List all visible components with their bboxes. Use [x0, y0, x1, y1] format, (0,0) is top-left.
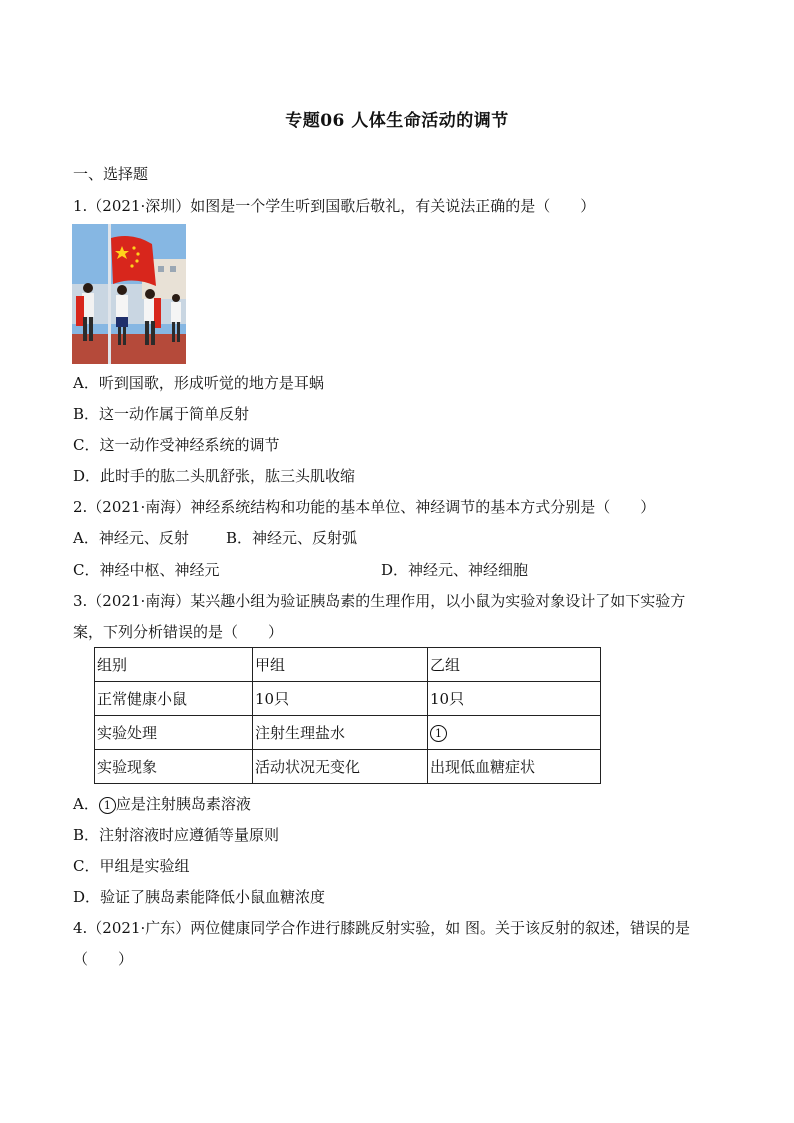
question-4-stem-line1: 4.（2021·广东）两位健康同学合作进行膝跳反射实验，如 图。关于该反射的叙述，错误的是 — [73, 919, 691, 937]
q2-option-d: D．神经元、神经细胞 — [381, 561, 529, 579]
q3-option-a — [73, 794, 251, 814]
question-1-stem: 1.（2021·深圳）如图是一个学生听到国歌后敬礼，有关说法正确的是（ ） — [73, 197, 596, 215]
table-cell: 甲组 — [253, 648, 428, 682]
q2-option-c: C．神经中枢、神经元 — [73, 561, 220, 579]
table-cell — [428, 716, 601, 750]
experiment-table — [94, 647, 601, 784]
option-letter: A． — [73, 795, 99, 813]
flag-salute-photo — [72, 224, 186, 364]
option-text: 应是注射胰岛素溶液 — [115, 795, 251, 813]
question-3-stem-line2: 案，下列分析错误的是（ ） — [73, 623, 284, 641]
circled-number: 1 — [99, 797, 116, 814]
table-row — [95, 648, 601, 682]
q2-option-b: B．神经元、反射弧 — [226, 529, 358, 547]
question-2-stem: 2.（2021·南海）神经系统结构和功能的基本单位、神经调节的基本方式分别是（ ） — [73, 498, 656, 516]
table-cell: 10只 — [428, 682, 601, 716]
table-cell: 10只 — [253, 682, 428, 716]
table-cell: 出现低血糖症状 — [428, 750, 601, 784]
q3-option-c: C．甲组是实验组 — [73, 857, 190, 875]
q2-option-a: A．神经元、反射 — [73, 529, 189, 547]
table-cell: 注射生理盐水 — [253, 716, 428, 750]
table-cell: 乙组 — [428, 648, 601, 682]
table-cell: 实验处理 — [95, 716, 253, 750]
circled-number: 1 — [430, 725, 447, 742]
q1-option-a: A．听到国歌，形成听觉的地方是耳蜗 — [73, 374, 324, 392]
table-row — [95, 750, 601, 784]
section-heading: 一、选择题 — [73, 165, 149, 183]
flag-salute-illustration — [72, 224, 186, 364]
table-cell: 实验现象 — [95, 750, 253, 784]
table-cell: 活动状况无变化 — [253, 750, 428, 784]
table-row — [95, 682, 601, 716]
q1-option-b: B．这一动作属于简单反射 — [73, 405, 250, 423]
table-row — [95, 716, 601, 750]
q1-option-d: D．此时手的肱二头肌舒张，肱三头肌收缩 — [73, 467, 356, 485]
q3-option-d: D．验证了胰岛素能降低小鼠血糖浓度 — [73, 888, 326, 906]
question-3-stem-line1: 3.（2021·南海）某兴趣小组为验证胰岛素的生理作用，以小鼠为实验对象设计了如下实验方 — [73, 592, 686, 610]
table-cell: 正常健康小鼠 — [95, 682, 253, 716]
q3-option-b: B．注射溶液时应遵循等量原则 — [73, 826, 280, 844]
question-4-stem-line2: （ ） — [73, 950, 134, 968]
table-cell: 组别 — [95, 648, 253, 682]
page-title: 专题06 人体生命活动的调节 — [285, 111, 509, 131]
q1-option-c: C．这一动作受神经系统的调节 — [73, 436, 280, 454]
